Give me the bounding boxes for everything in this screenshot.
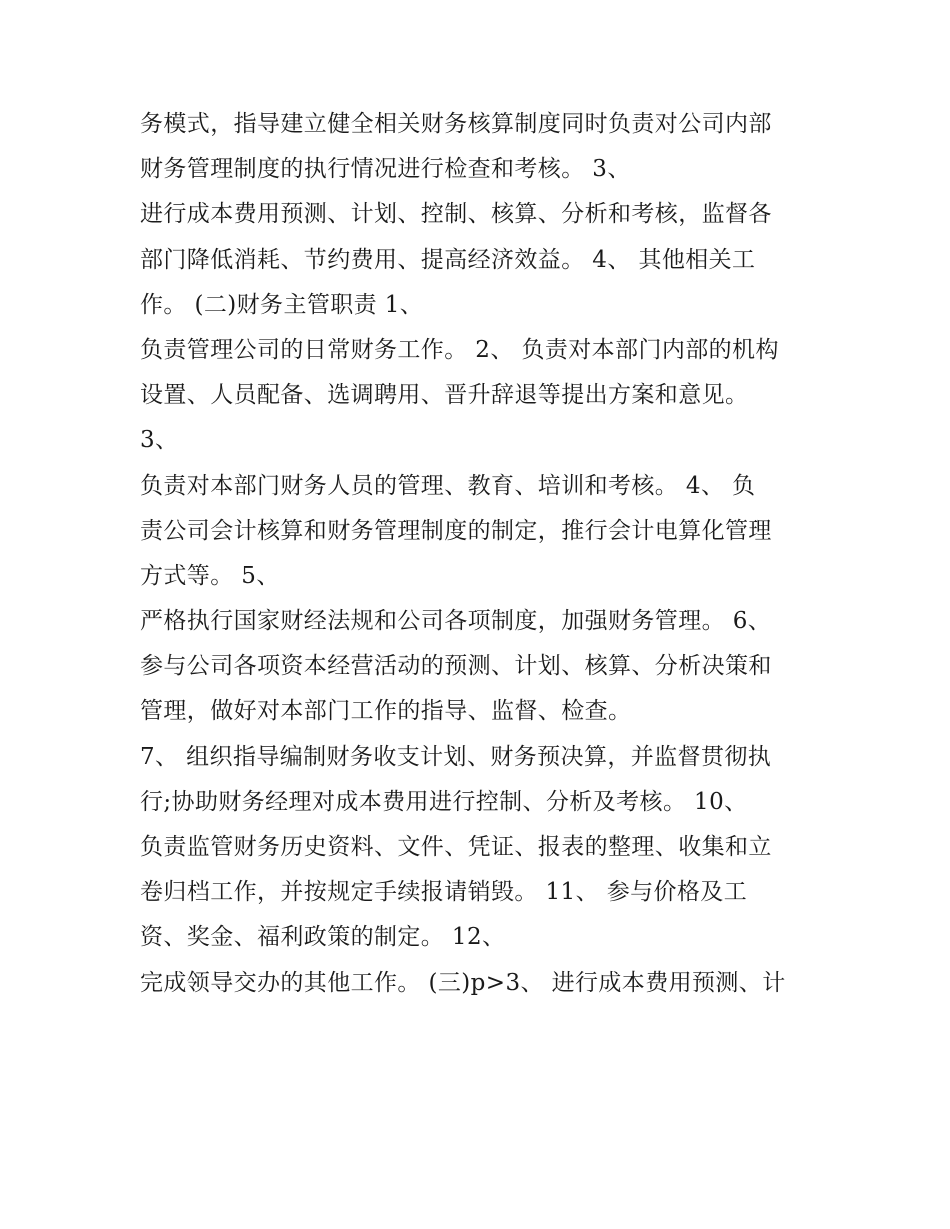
text-line: 卷归档工作，并按规定手续报请销毁。 11、 参与价格及工 [140,879,748,906]
text-line: 参与公司各项资本经营活动的预测、计划、核算、分析决策和 [140,653,772,680]
text-line: 7、 组织指导编制财务收支计划、财务预决算，并监督贯彻执 [140,743,772,770]
document-body [140,102,820,1006]
text-line: 行;协助财务经理对成本费用进行控制、分析及考核。 10、 [140,788,748,815]
text-line: 方式等。 5、 [140,562,280,589]
text-line: 务模式，指导建立健全相关财务核算制度同时负责对公司内部 [140,111,772,137]
text-line: 负责监管财务历史资料、文件、凭证、报表的整理、收集和立 [140,834,772,860]
text-line: 负责管理公司的日常财务工作。 2、 负责对本部门内部的机构 [140,336,779,363]
text-line: 资、奖金、福利政策的制定。 12、 [140,924,506,951]
text-line: 3、 [140,427,179,454]
text-line: 管理，做好对本部门工作的指导、监督、检查。 [140,698,632,725]
text-line: 进行成本费用预测、计划、控制、核算、分析和考核，监督各 [140,201,772,228]
text-line: 部门降低消耗、节约费用、提高经济效益。 4、 其他相关工 [140,246,756,273]
text-line: 作。 (二)财务主管职责 1、 [140,291,424,318]
text-line: 负责对本部门财务人员的管理、教育、培训和考核。 4、 负 [140,472,756,499]
text-line: 财务管理制度的执行情况进行检查和考核。 3、 [140,156,631,183]
text-line: 严格执行国家财经法规和公司各项制度，加强财务管理。 6、 [140,608,772,635]
text-line: 责公司会计核算和财务管理制度的制定，推行会计电算化管理 [140,517,772,544]
text-line: 设置、人员配备、选调聘用、晋升辞退等提出方案和意见。 [140,382,749,409]
text-line: 完成领导交办的其他工作。 (三)p>3、 进行成本费用预测、计 [140,969,786,996]
